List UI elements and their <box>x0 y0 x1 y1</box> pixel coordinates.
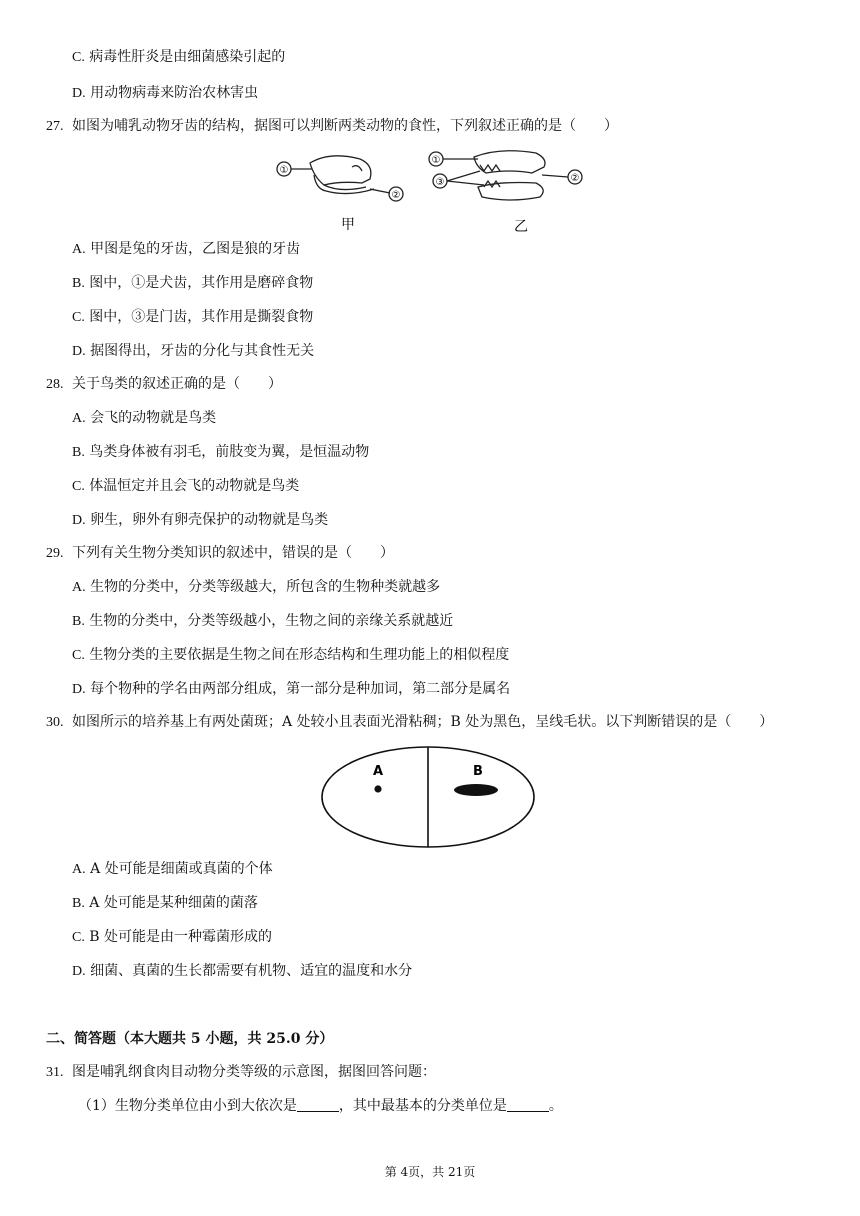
q27-option-d: D. 据图得出，牙齿的分化与其食性无关 <box>72 343 315 359</box>
teeth-figure <box>270 145 590 235</box>
q30-option-c: C. B 处可能是由一种霉菌形成的 <box>72 929 273 945</box>
q27-stem: 27. 如图为哺乳动物牙齿的结构，据图可以判断两类动物的食性，下列叙述正确的是（ ） <box>46 118 618 134</box>
q28-stem: 28. 关于鸟类的叙述正确的是（ ） <box>46 376 282 392</box>
q28-option-c: C. 体温恒定并且会飞的动物就是鸟类 <box>72 478 300 494</box>
q26-option-c: C. 病毒性肝炎是由细菌感染引起的 <box>72 49 286 65</box>
label-b: B <box>473 764 483 779</box>
q30-option-d: D. 细菌、真菌的生长都需要有机物、适宜的温度和水分 <box>72 963 413 979</box>
petri-dish-figure <box>318 742 540 852</box>
q29-option-d: D. 每个物种的学名由两部分组成，第一部分是种加词，第二部分是属名 <box>72 681 511 697</box>
answer-blank-2[interactable] <box>507 1097 549 1112</box>
q30-stem: 30. 如图所示的培养基上有两处菌斑；A 处较小且表面光滑粘稠；B 处为黑色，呈线毛状。以下判断错误的是（ ） <box>46 714 774 730</box>
q28-option-a: A. 会飞的动物就是鸟类 <box>72 410 217 426</box>
colony-a <box>374 785 381 792</box>
skull-yi <box>429 151 582 200</box>
q27-option-b: B. 图中，①是犬齿，其作用是磨碎食物 <box>72 275 314 291</box>
label-1-jia: ① <box>279 165 289 176</box>
label-a: A <box>372 764 384 779</box>
q26-option-d: D. 用动物病毒来防治农林害虫 <box>72 85 259 101</box>
label-2-jia: ② <box>391 190 401 201</box>
q28-option-d: D. 卵生，卵外有卵壳保护的动物就是鸟类 <box>72 512 329 528</box>
caption-yi: 乙 <box>514 219 528 235</box>
answer-blank-1[interactable] <box>297 1097 339 1112</box>
q29-option-a: A. 生物的分类中，分类等级越大，所包含的生物种类就越多 <box>72 579 441 595</box>
q31-stem: 31. 图是哺乳纲食肉目动物分类等级的示意图，据图回答问题： <box>46 1064 436 1080</box>
q27-option-a: A. 甲图是兔的牙齿，乙图是狼的牙齿 <box>72 241 301 257</box>
q29-option-b: B. 生物的分类中，分类等级越小，生物之间的亲缘关系就越近 <box>72 613 454 629</box>
q29-stem: 29. 下列有关生物分类知识的叙述中，错误的是（ ） <box>46 545 394 561</box>
label-1-yi: ① <box>431 155 441 166</box>
colony-b <box>454 784 498 796</box>
q28-option-b: B. 鸟类身体被有羽毛，前肢变为翼，是恒温动物 <box>72 444 370 460</box>
caption-jia: 甲 <box>341 217 355 233</box>
q30-option-a: A. A 处可能是细菌或真菌的个体 <box>72 861 273 877</box>
skull-jia <box>277 156 403 201</box>
q27-option-c: C. 图中，③是门齿，其作用是撕裂食物 <box>72 309 314 325</box>
page-footer: 第 4页，共 21页 <box>384 1165 476 1179</box>
q29-option-c: C. 生物分类的主要依据是生物之间在形态结构和生理功能上的相似程度 <box>72 647 510 663</box>
q30-option-b: B. A 处可能是某种细菌的菌落 <box>72 895 258 911</box>
label-3-yi: ③ <box>435 177 445 188</box>
section-title: 二、简答题（本大题共 5 小题，共 25.0 分） <box>46 1031 334 1047</box>
label-2-yi: ② <box>570 173 580 184</box>
q31-sub1: （1）生物分类单位由小到大依次是 ，其中最基本的分类单位是 。 <box>78 1098 563 1114</box>
